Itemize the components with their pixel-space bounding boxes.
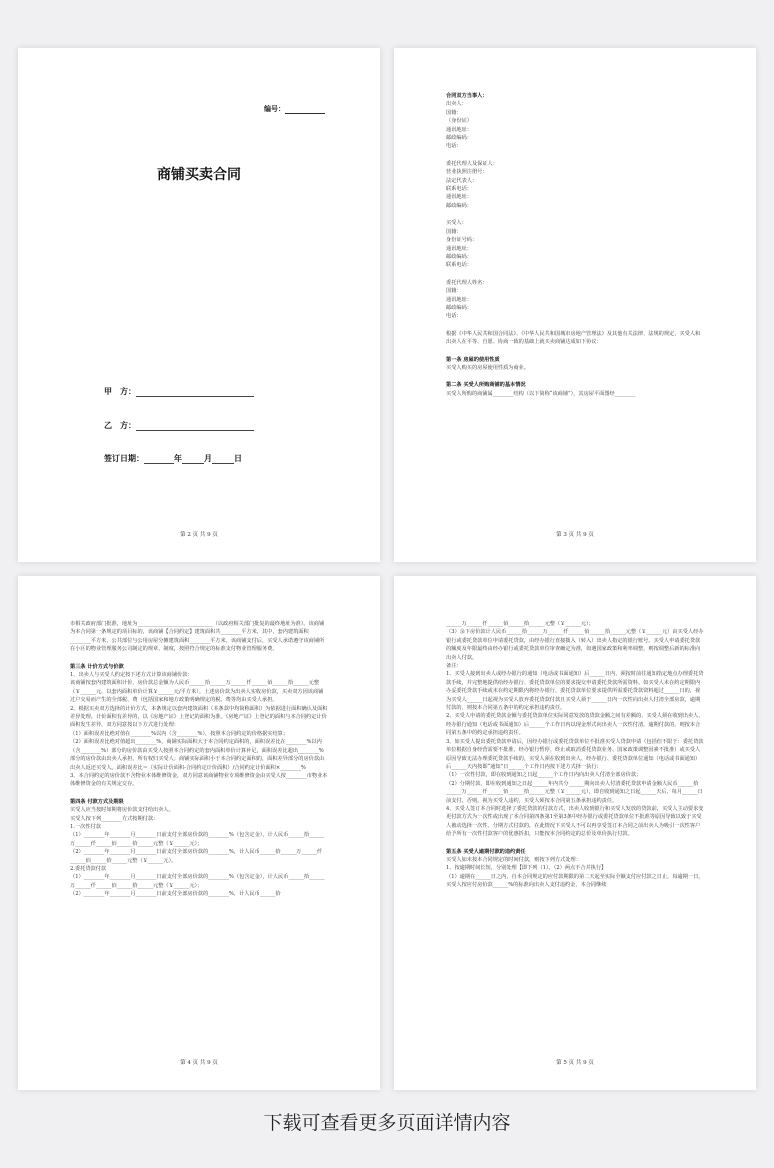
text-line: 1、出卖人与买受人约定按下述方式计算该商铺价款： xyxy=(70,672,193,679)
text-line: （身份证） xyxy=(446,118,472,125)
sign-date-label: 签订日期： xyxy=(104,453,144,463)
day-blank xyxy=(212,454,234,464)
page-content xyxy=(70,620,328,899)
text-line: 通讯地址： xyxy=(446,126,472,133)
text-line: （1）面积误差比绝对值在________%以内（含________%），按照本合同约定的价格据实结算； xyxy=(70,730,289,737)
text-line: （2）分期付款，即在收到通知之日起______年内共分______期向出卖人付清委托贷款申请金额人民币______拾______万______仟______佰______拾______元整（￥______元），即自收到通知之日起______天后，每月______日前支付，否则，视为买受人违约，买受人须按本合同第五条承担违约责任。 xyxy=(446,780,703,804)
text-line: 联系电话： xyxy=(446,262,472,269)
text-line: 买受人应当按时如期将房价款支付给出卖人。 xyxy=(70,807,174,814)
paragraph-gap xyxy=(446,372,704,381)
contract-number-blank xyxy=(285,105,325,114)
section-heading: 第四条 付款方式及期限 xyxy=(70,798,124,805)
text-line: 法定代表人： xyxy=(446,177,478,184)
section-heading: 第一条 房屋的使用性质 xyxy=(446,356,500,363)
text-line: 3、如买受人提出委托贷款申请后，因经办银行或委托贷款单位不批准买受人贷款申请（包括但不限于：委托贷款单位根据自身经营需要不批准、经办银行暂停、终止或取消委托贷款业务、国家政策调整因素不批准）或买受人原因导致无法办理委托贷款手续的，买受人须在收到出卖人、经办银行、委托贷款单位通知（电话或书面通知）后______天内按即“通知”日______个工作日内按下述方式择一执行： xyxy=(446,738,704,770)
party-b-blank xyxy=(136,421,254,431)
text-line: 买受人购买的房屋使用性质为商业。 xyxy=(446,364,530,371)
paragraph-gap xyxy=(446,210,704,219)
text-line: 市相关政府部门批准，地址为_____________________________（以政府相关部门批复的最终地址为准）。该商铺为本合同第一条规定的项目标的，该商铺【合同约定】建筑面积共________平方米，其中，套内建筑面积________平方米，公共部位与公用房屋分摊建筑面积________平方米。该商铺支付后，买受人承诺遵守该商铺所在小区的物业管理服务公司制定的规章、制度，按照符合规定的标准支付物业管理服务费。 xyxy=(70,621,325,653)
text-line: 买受人按下列________方式按期付款： xyxy=(70,815,159,822)
text-line: 4、买受人签订本合同时选择了委托贷款的付款方式，出卖人收到银行和买受人发放的贷款前，买受人主动要求变更付款方式为一次性或出现了本合同第四条第1至第3条中经办银行或委托贷款单位不批准等原因导致以致于买受人被动选择一次性、分期方式付款的，在此情况下买受人不可以再享受签订本合同之前出卖人为吸引一次性客户给予所有一次性付款客户的优惠折扣，只能按本合同约定的总价及单价执行付款。 xyxy=(446,805,704,838)
text-line: 买受人如未按本合同规定的时间付款，则按下列方式处理： xyxy=(446,856,581,863)
text-line: （1）________年________月________日前支付全部房价款的________%（包含定金），计人民币______拾______万______仟______佰______拾______元整（￥______元）； xyxy=(70,874,325,889)
text-line: 买受人： xyxy=(446,220,467,227)
text-line: 邮政编码： xyxy=(446,253,472,260)
contract-title: 商铺买卖合同 xyxy=(157,167,241,183)
text-line: 1、按逾期时间长短，分别处理【即下列（1）、（2）两点不合并执行】 xyxy=(446,865,607,872)
page-number: 第 2 页 共 9 页 xyxy=(180,532,218,538)
sign-date-line xyxy=(104,453,242,464)
text-line: （2）________年________月________日前支付全部房价款的________%，计人民币______拾 xyxy=(70,891,281,898)
text-line: （2）面积误差比绝对值超出________%，商铺实际面积大于本合同约定面积的，面积误差比在________%以内（含________%）部分的房价款由买受人按照本合同约定的套内面积单价计算补足，面积误差比超出________%部分的房价款由出卖人承担，所有权归买受人；商铺实际面积小于本合同约定面积的，面积差异部分的房价款由出卖人返还买受人。面积误差比＝（实际计价面积-合同约定计价面积）/合同约定计价面积×________% xyxy=(70,739,325,771)
text-line: 备注： xyxy=(446,663,462,670)
paragraph-gap xyxy=(70,789,328,798)
text-line: 邮政编码： xyxy=(446,304,472,311)
party-a-line xyxy=(104,386,254,397)
text-line: 国籍： xyxy=(446,288,462,295)
party-a-label: 甲 方： xyxy=(104,386,136,396)
party-b-label: 乙 方： xyxy=(104,420,136,430)
text-line: （1）逾期在______日之内，自本合同规定的应付款期限的第二天起至实际全额支付应付款之日止，每逾期一日，买受人按应付房价款______%的标准向出卖人支付违约金，本合同继续 xyxy=(446,873,704,889)
text-line: 邮政编码： xyxy=(446,202,472,209)
section-heading: 第五条 买受人逾期付款的违约责任 xyxy=(446,848,526,855)
text-line: （3）余下房价款计人民币______拾______万______仟______佰______拾______元整（￥______元）由买受人经办银行或委托贷款单位申请委托贷款，由经办银行直接拨入（转入）出卖人指定的银行账号。买受人申请委托贷款的额度及年限最终由经办银行或委托贷款单位审查确定为准，如遇国家政策和利率调整，则按调整后新的标准向出卖人付款。 xyxy=(446,629,704,661)
document-page-cover xyxy=(18,48,380,562)
page-content xyxy=(446,92,704,398)
document-page-pricing xyxy=(18,576,380,1090)
paragraph-gap xyxy=(446,839,704,848)
paragraph-gap xyxy=(446,151,704,160)
download-prompt[interactable]: 下载可查看更多页面详情内容 xyxy=(263,1112,511,1134)
text-line: 出卖人： xyxy=(446,101,467,108)
text-line: 通讯地址： xyxy=(446,245,472,252)
text-line: （1）一次性付款，即在收到通知之日起______个工作日内向出卖人付清全部房价款； xyxy=(446,772,642,779)
month-blank xyxy=(182,454,204,464)
document-page-parties xyxy=(394,48,756,562)
page-number: 第 4 页 共 9 页 xyxy=(180,1060,218,1066)
text-line: 2、买受人申请的委托贷款金额与委托贷款单位实际同意发放的贷款金额之间有差额的，买受人须在收到出卖人、经办银行通知（电话或书面通知）后______个工作日内以现金形式向出卖人一次性付清，逾期付款的，则按本合同第五条中的约定承担违约责任。 xyxy=(446,713,704,737)
day-label: 日 xyxy=(234,453,242,463)
text-line: 国籍： xyxy=(446,228,462,235)
text-line: 电话： xyxy=(446,143,462,150)
party-a-blank xyxy=(136,387,254,397)
section-heading: 第三条 计价方式与价款 xyxy=(70,663,124,670)
party-b-line xyxy=(104,420,254,431)
text-line: 3、本合同约定的房价款不含物业本体维修资金，双方同意该商铺物业专项维修资金由买受人按________市物业本体维修资金的有关规定交存。 xyxy=(70,772,328,788)
text-line: 2.委托贷款付款 xyxy=(70,865,107,872)
year-blank xyxy=(144,454,174,464)
text-line: 委托代理人姓名： xyxy=(446,279,488,286)
paragraph-gap xyxy=(446,321,704,330)
text-line: 电话： xyxy=(446,313,462,320)
text-line: 通讯地址： xyxy=(446,194,472,201)
text-line: 该商铺按套内建筑面积计价，房价款总金额为人民币______拾______万______仟______佰______拾______元整（￥______元，以套内面积单价计算￥______元/平方米）。上述房价款为出卖人实收房价款，买卖双方因该商铺过户交易而产生的全部税、费（包括国家和地方政策明确规定的税、费等均由买受人承担。 xyxy=(70,680,324,704)
text-line: 身份证号码： xyxy=(446,237,478,244)
text-line: 通讯地址： xyxy=(446,296,472,303)
page-number: 第 3 页 共 9 页 xyxy=(556,532,594,538)
paragraph-gap xyxy=(70,654,328,663)
page-number: 第 5 页 共 9 页 xyxy=(556,1060,594,1066)
text-line: 1.一次性付款 xyxy=(70,823,101,830)
text-line: 联系电话： xyxy=(446,186,472,193)
watermark xyxy=(53,346,78,374)
text-line: 根据《中华人民共和国合同法》、《中华人民共和国城市房地产管理法》及其他有关法律、法规的规定，买受人和出卖人在平等、自愿、协商一致的基础上就买卖商铺达成如下协议： xyxy=(446,330,701,346)
paragraph-gap xyxy=(446,347,704,356)
contract-number xyxy=(264,104,325,114)
text-line: 营业执照注册号： xyxy=(446,169,488,176)
page-content xyxy=(446,620,704,890)
text-line: 买受人所购的商铺属________结构（以下简称“该商铺”），其房屋平面图经________ xyxy=(446,390,636,397)
text-line: ______万______仟______佰______拾______元整（￥______元）； xyxy=(446,621,594,627)
year-label: 年 xyxy=(174,453,182,463)
contract-number-label: 编号： xyxy=(264,104,285,113)
text-line: 1、买受人接到出卖人或经办银行的通知（电话或书面通知）后______日内，须按时前往通知指定地点办理委托贷款手续，并完整地提供给经办银行、委托贷款单位的要求提交申请委托贷款所需资料。如买受人未在约定期限内办妥委托贷款手续或未在约定期限内将经办银行、委托贷款单位要求提供所需委托贷款资料超过______日的，视为买受人______日起视为买受人放弃委托贷款付款且买受人须于______日内一次性向出卖人付清全部房款，逾期付款的，则按本合同第五条中的约定承担违约责任。 xyxy=(446,671,704,712)
text-line: 2、根据买卖双方选择的计价方式，本条规定以套内建筑面积（本条款中均简称面积）为依据进行面积确认及面积差异处理。计价面积有差异的，以《房地产证》上登记的面积为准。《房地产证》上登记的面积与本合同约定计价面积发生差异，双方同意按以下方式进行处理： xyxy=(70,705,328,729)
document-page-payment xyxy=(394,576,756,1090)
text-line: 邮政编码： xyxy=(446,135,472,142)
paragraph-gap xyxy=(446,270,704,279)
text-line: （2）________年________月________日前支付全部房价款的________%，计人民币______拾______万______仟______佰______拾______元整（￥______元）。 xyxy=(70,849,323,864)
text-line: 委托代理人及保证人： xyxy=(446,160,498,167)
section-heading: 第二条 买受人所购商铺的基本情况 xyxy=(446,382,526,389)
text-line: （1）________年________月________日前支付全部房价款的________%（包含定金），计人民币______拾______万______仟______佰______拾______元整（￥______元）； xyxy=(70,832,325,847)
text-line: 国籍： xyxy=(446,109,462,116)
month-label: 月 xyxy=(204,453,212,463)
section-heading: 合同双方当事人： xyxy=(446,93,488,99)
